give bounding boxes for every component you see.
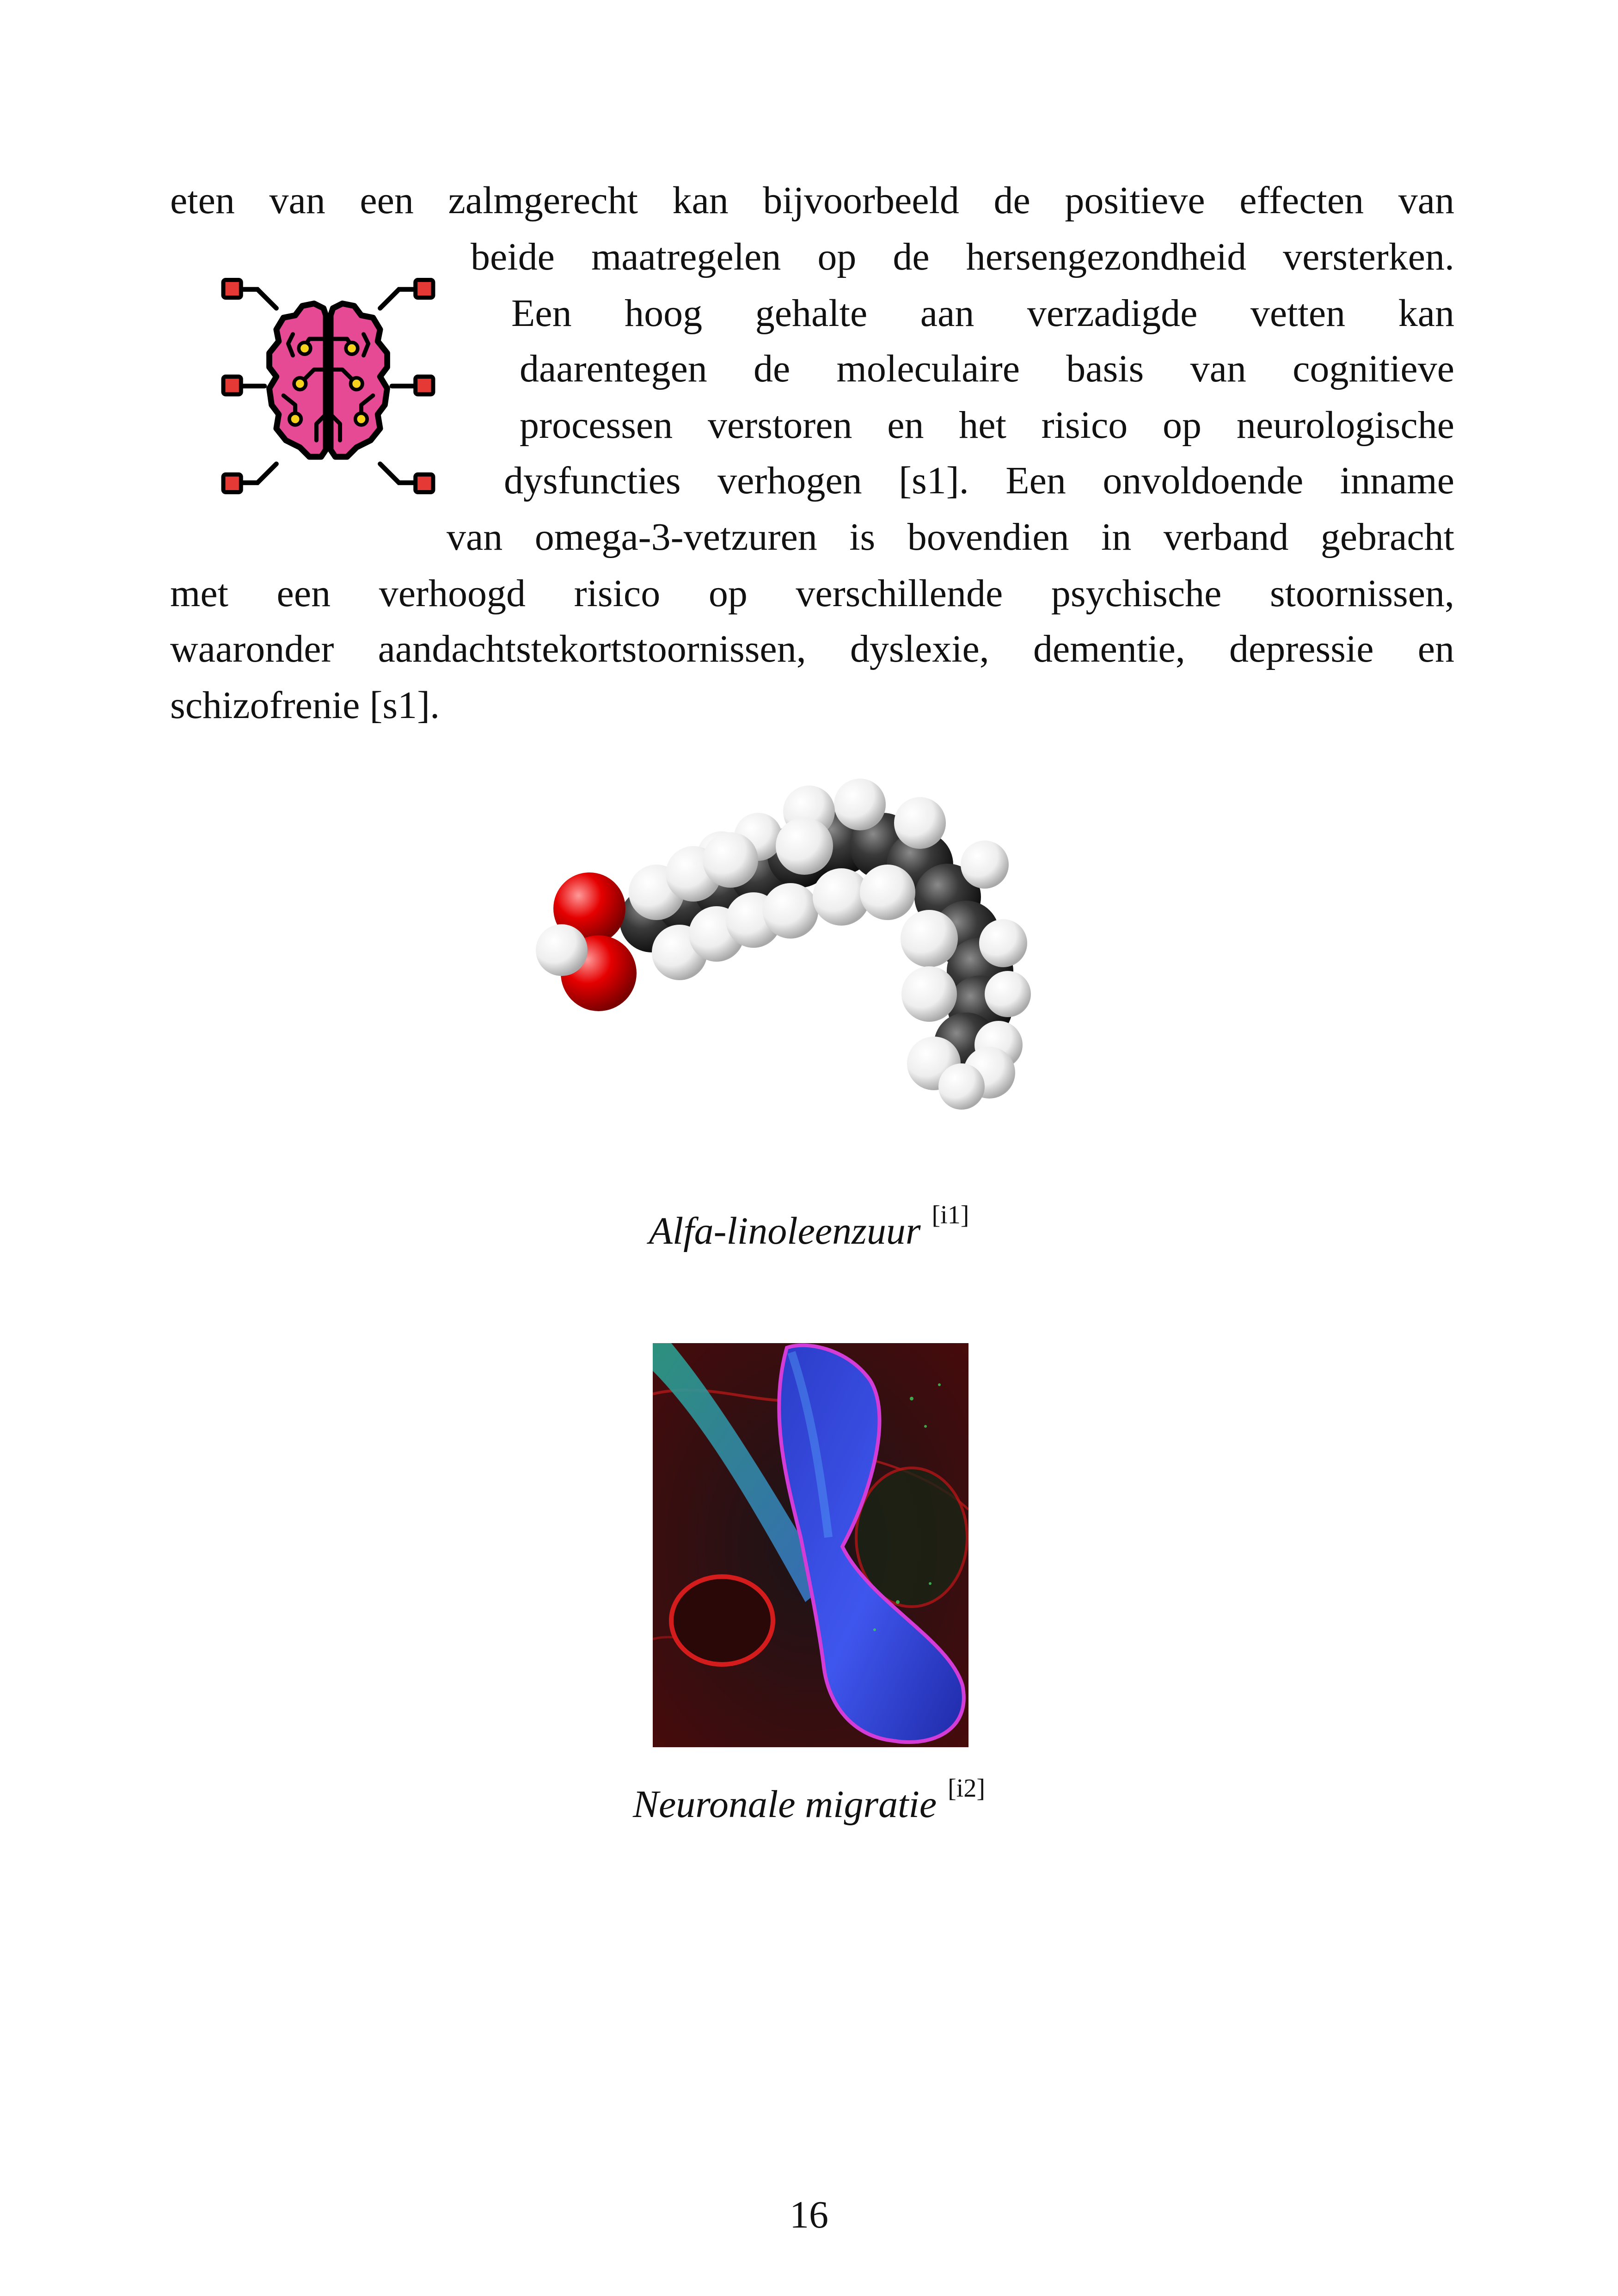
text-line-5: processen verstoren en het risico op neurologische <box>520 404 1454 447</box>
caption-text: Alfa-linoleenzuur <box>649 1209 921 1252</box>
text-line-8: met een verhoogd risico op verschillende psychische stoornissen, <box>170 572 1454 615</box>
caption-text: Neuronale migratie <box>632 1783 937 1826</box>
text-line-9: waaronder aandachtstekortstoornissen, dyslexie, dementie, depressie en <box>170 627 1454 670</box>
text-line-3: Een hoog gehalte aan verzadigde vetten kan <box>511 292 1454 335</box>
text-line-4: daarentegen de moleculaire basis van cognitieve <box>520 347 1454 390</box>
caption-reference: [i2] <box>948 1774 985 1803</box>
figure-caption-2 <box>0 1775 1618 1824</box>
figure-caption-1 <box>0 1202 1618 1251</box>
text-line-1: eten van een zalmgerecht kan bijvoorbeeld de positieve effecten van <box>170 179 1454 222</box>
molecule-model-image <box>518 777 1119 1174</box>
text-line-2: beide maatregelen op de hersengezondheid versterken. <box>471 235 1454 278</box>
text-line-10: schizofrenie [s1]. <box>170 684 440 727</box>
micrograph-image <box>653 1343 968 1747</box>
brain-circuit-icon <box>210 268 446 504</box>
page-number: 16 <box>790 2193 828 2236</box>
text-line-7: van omega-3-vetzuren is bovendien in verband gebracht <box>447 516 1454 559</box>
caption-reference: [i1] <box>932 1201 969 1229</box>
text-line-6: dysfuncties verhogen [s1]. Een onvoldoende inname <box>504 459 1454 502</box>
